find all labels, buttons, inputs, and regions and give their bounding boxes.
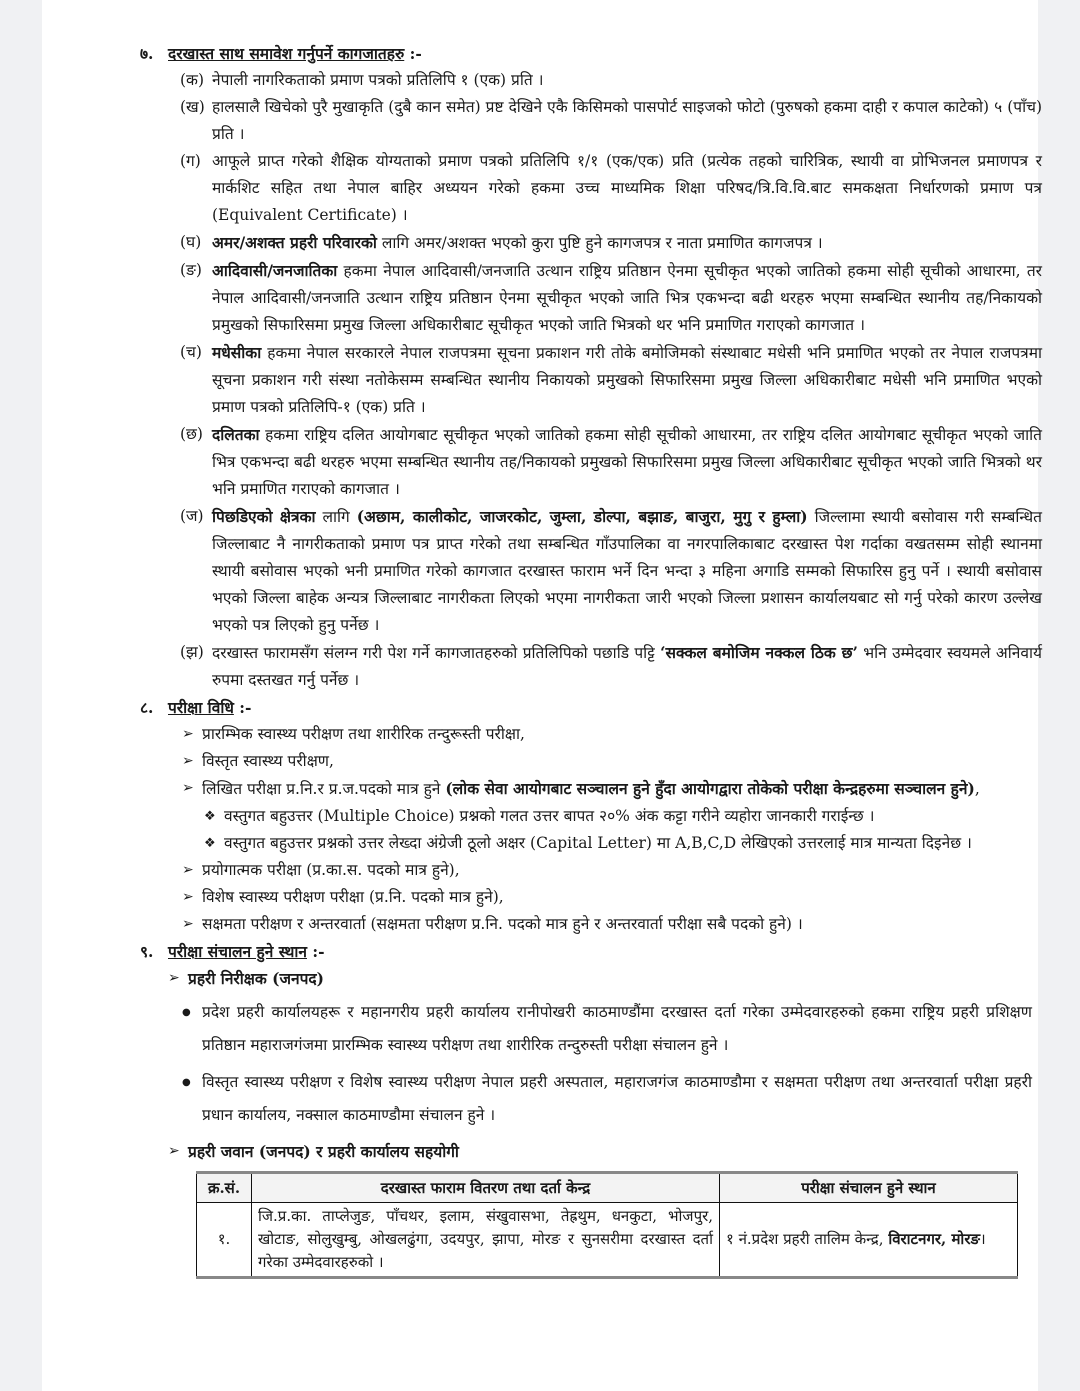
table-row	[197, 1203, 1018, 1278]
arrow-bullet-icon: ➢	[182, 753, 194, 769]
exam-method-bold-text: (लोक सेवा आयोगबाट सञ्चालन हुने हुँदा आयोगद्वारा तोकेको परीक्षा केन्द्रहरुमा सञ्चालन हुने)	[445, 779, 975, 798]
exam-note-item	[202, 830, 1044, 857]
item-label: (ङ)	[180, 261, 202, 279]
document-item-jha	[180, 639, 1042, 694]
item-bold-text: ‘सक्कल बमोजिम नक्कल ठिक छ’	[660, 643, 858, 662]
exam-method-text: विस्तृत स्वास्थ्य परीक्षण,	[202, 752, 334, 770]
venue-group-heading	[166, 965, 1038, 992]
column-header-sn: क्र.सं.	[197, 1173, 252, 1203]
exam-note-text: वस्तुगत बहुउत्तर (Multiple Choice) प्रश्नको गलत उत्तर बापत २०% अंक कट्टा गरीने व्यहोरा जानकारी गराईन्छ ।	[224, 807, 875, 825]
item-text: हकमा नेपाल सरकारले नेपाल राजपत्रमा सूचना प्रकाशन गरी तोके बमोजिमको संस्थाबाट मधेसी भनि प्रमाणित भएको तर नेपाल राजपत्रमा सूचना प्रकाशन गरी संस्था नतोकेसम्म सम्बन्धित स्थानीय निकायको प्रमुखको सिफारिसमा प्रमुख जिल्ला अधिकारीबाट मधेसी भनि प्रमाणित भएको प्रमाण पत्रको प्रतिलिपि-१ (एक) प्रति ।	[212, 344, 1042, 416]
item-text: लागि अमर/अशक्त भएको कुरा पुष्टि हुने कागजपत्र र नाता प्रमाणित कागजपत्र ।	[376, 234, 823, 252]
exam-method-item	[180, 748, 1032, 775]
arrow-bullet-icon: ➢	[182, 916, 194, 932]
section-title: परीक्षा विधि	[168, 698, 234, 717]
document-content	[42, 40, 1043, 1279]
arrow-bullet-icon: ➢	[182, 780, 194, 796]
bullet-icon: ●	[182, 1007, 191, 1018]
venue-bullet-text: प्रदेश प्रहरी कार्यालयहरू र महानगरीय प्रहरी कार्यालय रानीपोखरी काठमाण्डौंमा दरखास्त दर्ता गरेका उम्मेदवारहरुको हकमा राष्ट्रिय प्रहरी प्रशिक्षण प्रतिष्ठान महाराजगंजमा प्रारम्भिक स्वास्थ्य परीक्षण तथा शारीरिक तन्दुरुस्ती परीक्षा संचालन हुने ।	[202, 1003, 1032, 1054]
section-number: ७.	[140, 44, 154, 63]
arrow-bullet-icon: ➢	[182, 889, 194, 905]
document-item-ka	[180, 67, 1042, 94]
item-label: (झ)	[180, 643, 204, 661]
diamond-bullet-icon: ❖	[204, 836, 216, 851]
section-9-heading	[42, 938, 1038, 965]
exam-method-text: लिखित परीक्षा प्र.नि.र प्र.ज.पदको मात्र हुने	[202, 780, 446, 798]
venue-bold-text: विराटनगर, मोरङ	[888, 1230, 981, 1248]
column-header-exam-venue: परीक्षा संचालन हुने स्थान	[720, 1173, 1018, 1203]
item-bold-text: मधेसीका	[212, 343, 262, 362]
section-number: ९.	[140, 942, 154, 961]
document-item-chha	[180, 421, 1042, 503]
venue-bullet-text: विस्तृत स्वास्थ्य परीक्षण र विशेष स्वास्थ्य परीक्षण नेपाल प्रहरी अस्पताल, महाराजगंज काठमाण्डौमा र सक्षमता परीक्षण तथा अन्तरवार्ता परीक्षा प्रहरी प्रधान कार्यालय, नक्साल काठमाण्डौमा संचालन हुने ।	[202, 1073, 1032, 1124]
item-text: हकमा राष्ट्रिय दलित आयोगबाट सूचीकृत भएको जातिको हकमा सोही सूचीको आधारमा, तर राष्ट्रिय दलित आयोगबाट सूचीकृत भएको जाति भित्र एकभन्दा बढी थरहरु भएमा सम्बन्धित स्थानीय तह/निकायको प्रमुखको सिफारिसमा प्रमुख जिल्ला अधिकारीबाट सूचीकृत भएको जाति भित्रको थर भनि प्रमाणित गराएको कागजात ।	[212, 426, 1042, 498]
item-bold-text: दलितका	[212, 425, 260, 444]
diamond-bullet-icon: ❖	[204, 809, 216, 824]
cell-sn: १.	[197, 1203, 252, 1278]
exam-method-item	[180, 857, 1032, 884]
exam-centers-table	[196, 1171, 1018, 1279]
exam-method-item	[180, 721, 1032, 748]
item-label: (ख)	[180, 98, 205, 116]
item-text: हालसालै खिचेको पुरै मुखाकृति (दुबै कान समेत) प्रष्ट देखिने एकै किसिमको पासपोर्ट साइजको फोटो (पुरुषको हकमा दाही र कपाल काटेको) ५ (पाँच) प्रति ।	[212, 98, 1042, 143]
document-item-ga	[180, 148, 1042, 229]
table-header-row	[197, 1173, 1018, 1203]
venue-group-title: प्रहरी निरीक्षक (जनपद)	[188, 969, 324, 988]
exam-method-item	[180, 775, 1032, 803]
bullet-icon: ●	[182, 1077, 191, 1088]
column-header-registration-center: दरखास्त फाराम वितरण तथा दर्ता केन्द्र	[252, 1173, 720, 1203]
cell-exam-venue	[720, 1203, 1018, 1278]
item-text-pre: दरखास्त फारामसँग संलग्न गरी पेश गर्ने कागजातहरुको प्रतिलिपिको पछाडि पट्टि	[212, 644, 661, 662]
arrow-bullet-icon: ➢	[168, 970, 180, 986]
item-label: (छ)	[180, 425, 203, 443]
section-suffix: :-	[233, 698, 252, 717]
item-text: लागि	[315, 508, 357, 526]
item-bold-districts: (अछाम, कालीकोट, जाजरकोट, जुम्ला, डोल्पा, बझाङ, बाजुरा, मुगु र हुम्ला)	[356, 507, 808, 526]
section-number: ८.	[140, 698, 154, 717]
exam-method-text: प्रयोगात्मक परीक्षा (प्र.का.स. पदको मात्र हुने),	[202, 861, 460, 879]
item-text: हकमा नेपाल आदिवासी/जनजाति उत्थान राष्ट्रिय प्रतिष्ठान ऐनमा सूचीकृत भएको जातिको हकमा सोही सूचीको आधारमा, तर नेपाल आदिवासी/जनजाति उत्थान राष्ट्रिय प्रतिष्ठान ऐनमा सूचीकृत भएको जाति भित्र एकभन्दा बढी थरहरु भएमा सम्बन्धित स्थानीय तह/निकायको प्रमुखको सिफारिसमा प्रमुख जिल्ला अधिकारीबाट सूचीकृत भएको जाति भित्रको थर भनि प्रमाणित गराएको कागजात ।	[212, 262, 1042, 334]
venue-bullet	[180, 996, 1032, 1062]
arrow-bullet-icon: ➢	[182, 726, 194, 742]
venue-end: ।	[980, 1230, 986, 1248]
section-suffix: :-	[404, 44, 422, 63]
section-title: दरखास्त साथ समावेश गर्नुपर्ने कागजातहरु	[168, 44, 405, 63]
exam-note-text: वस्तुगत बहुउत्तर प्रश्नको उत्तर लेख्दा अंग्रेजी ठूलो अक्षर (Capital Letter) मा A,B,C,D लेखिएको उत्तरलाई मात्र मान्यता दिइनेछ ।	[224, 834, 972, 852]
item-text: आफूले प्राप्त गरेको शैक्षिक योग्यताको प्रमाण पत्रको प्रतिलिपि १/१ (एक/एक) प्रति (प्रत्येक तहको चारित्रिक, स्थायी वा प्रोभिजनल प्रमाणपत्र र मार्कशिट सहित तथा नेपाल बाहिर अध्ययन गरेको हकमा उच्च माध्यमिक शिक्षा परिषद/त्रि.वि.वि.बाट समकक्षता निर्धारणको प्रमाण पत्र (Equivalent Certificate) ।	[212, 152, 1042, 224]
document-item-nga	[180, 257, 1042, 339]
section-suffix: :-	[307, 942, 325, 961]
venue-group-heading	[166, 1138, 1038, 1165]
section-7-heading	[42, 40, 1038, 67]
exam-method-text: प्रारम्भिक स्वास्थ्य परीक्षण तथा शारीरिक तन्दुरूस्ती परीक्षा,	[202, 725, 525, 743]
section-title: परीक्षा संचालन हुने स्थान	[168, 942, 307, 961]
document-item-cha	[180, 339, 1042, 421]
venue-group-title: प्रहरी जवान (जनपद) र प्रहरी कार्यालय सहयोगी	[188, 1142, 459, 1161]
item-label: (च)	[180, 343, 202, 361]
exam-note-item	[202, 803, 1044, 830]
arrow-bullet-icon: ➢	[182, 862, 194, 878]
item-label: (घ)	[180, 233, 202, 251]
document-page	[42, 0, 1043, 1391]
cell-registration-centers: जि.प्र.का. ताप्लेजुङ, पाँचथर, इलाम, संखुवासभा, तेह्रथुम, धनकुटा, भोजपुर, खोटाङ, सोलुखुम्बु, ओखलढुंगा, उदयपुर, झापा, मोरङ र सुनसरीमा दरखास्त दर्ता गरेका उम्मेदवारहरुको ।	[252, 1203, 720, 1278]
venue-bullet	[180, 1066, 1032, 1132]
venue-text: १ नं.प्रदेश प्रहरी तालिम केन्द्र,	[726, 1230, 889, 1248]
exam-method-text-after: ,	[974, 780, 980, 798]
item-bold-text: अमर/अशक्त प्रहरी परिवारको	[212, 233, 377, 252]
document-item-kha	[180, 94, 1042, 148]
item-text-continued: जिल्लामा स्थायी बसोवास गरी सम्बन्धित जिल्लाबाट नै नागरीकताको प्रमाण पत्र प्राप्त गरेको तथा सम्बन्धित गाँउपालिका वा नगरपालिकाबाट दरखास्त पेश गर्दाका वखतसम्म सोही स्थानमा स्थायी बसोवास भएको भनी प्रमाणित गरेको कागजात दरखास्त फाराम भर्ने दिन भन्दा ३ महिना अगाडि सम्मको सिफारिस हुनु पर्ने । स्थायी बसोवास भएको जिल्ला बाहेक अन्यत्र जिल्लाबाट नागरीकता लिएको भएमा नागरीकता जारी भएको जिल्ला प्रशासन कार्यालयबाट सो गर्नु परेको कारण उल्लेख भएको पत्र लिएको हुनु पर्नेछ ।	[212, 508, 1043, 634]
item-bold-text: आदिवासी/जनजातिका	[212, 261, 338, 280]
item-bold-text: पिछडिएको क्षेत्रका	[212, 507, 316, 526]
item-text: भनि उम्मेदवार स्वयमले अनिवार्य रुपमा दस्तखत गर्नु पर्नेछ ।	[212, 644, 1042, 689]
item-text: नेपाली नागरिकताको प्रमाण पत्रको प्रतिलिपि १ (एक) प्रति ।	[212, 71, 544, 89]
document-item-ja	[180, 503, 1042, 639]
exam-method-item	[180, 884, 1032, 911]
exam-method-item	[180, 911, 1032, 938]
document-item-gha	[180, 229, 1042, 257]
item-label: (क)	[180, 71, 204, 89]
exam-method-text: सक्षमता परीक्षण र अन्तरवार्ता (सक्षमता परीक्षण प्र.नि. पदको मात्र हुने र अन्तरवार्ता परीक्षा सबै पदको हुने) ।	[202, 915, 803, 933]
item-label: (ग)	[180, 152, 201, 170]
item-label: (ज)	[180, 507, 204, 525]
arrow-bullet-icon: ➢	[168, 1143, 180, 1159]
section-8-heading	[42, 694, 1038, 721]
exam-method-text: विशेष स्वास्थ्य परीक्षण परीक्षा (प्र.नि. पदको मात्र हुने),	[202, 888, 504, 906]
